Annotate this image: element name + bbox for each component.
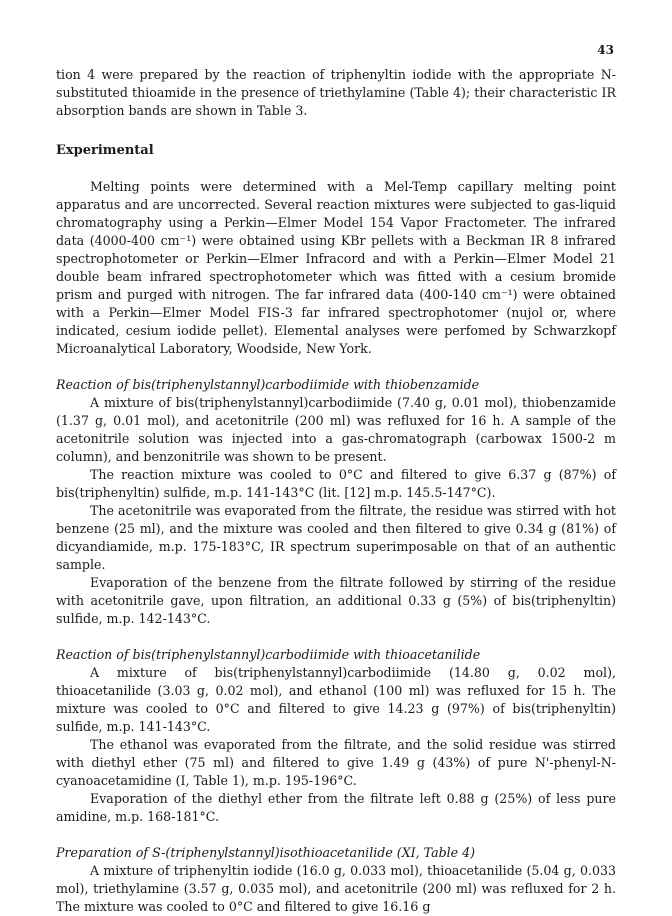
- section-title-preparation: Preparation of S-(triphenylstannyl)isothioacetanilide (XI, Table 4): [56, 845, 476, 860]
- paragraph: The reaction mixture was cooled to 0°C and filtered to give 6.37 g (87%) of bis(triphenyltin) sulfide, m.p. 141-143°C (lit. [12] m.p. 145.5-147°C).: [56, 467, 616, 500]
- section-title-thioacetanilide: Reaction of bis(triphenylstannyl)carbodiimide with thioacetanilide: [56, 647, 481, 662]
- paragraph: The acetonitrile was evaporated from the filtrate, the residue was stirred with hot benzene (25 ml), and the mixture was cooled and then filtered to give 0.34 g (81%) of dicyandiamide, m.p. 175-183°C, IR spectrum superimposable on that of an authentic sample.: [56, 503, 616, 572]
- experimental-heading: Experimental: [56, 143, 154, 158]
- paragraph: A mixture of bis(triphenylstannyl)carbodiimide (14.80 g, 0.02 mol), thioacetanilide (3.03 g, 0.02 mol), and ethanol (100 ml) was refluxed for 15 h. The mixture was cooled to 0°C and filtered to give 14.23 g (97%) of bis(triphenyltin) sulfide, m.p. 141-143°C.: [56, 665, 616, 734]
- intro-paragraph: tion 4 were prepared by the reaction of triphenyltin iodide with the appropriate N-substituted thioamide in the presence of triethylamine (Table 4); their characteristic IR absorption bands are shown in Table 3.: [56, 67, 616, 118]
- paragraph: Evaporation of the diethyl ether from the filtrate left 0.88 g (25%) of less pure amidine, m.p. 168-181°C.: [56, 791, 616, 824]
- paragraph: A mixture of bis(triphenylstannyl)carbodiimide (7.40 g, 0.01 mol), thiobenzamide (1.37 g, 0.01 mol), and acetonitrile (200 ml) was refluxed for 16 h. A sample of the acetonitrile solution was injected into a gas-chromatograph (carbowax 1500-2 m column), and benzonitrile was shown to be present.: [56, 395, 616, 464]
- page-body: [56, 66, 616, 916]
- experimental-paragraph: Melting points were determined with a Mel-Temp capillary melting point apparatus and are uncorrected. Several reaction mixtures were subjected to gas-liquid chromatography using a Perkin—Elmer Model 154 Vapor Fractometer. The infrared data (4000-400 cm⁻¹) were obtained using KBr pellets with a Beckman IR 8 infrared spectrophotometer or Perkin—Elmer Infracord and with a Perkin—Elmer Model 21 double beam infrared spectrophotometer which was fitted with a cesium bromide prism and purged with nitrogen. The far infrared data (400-140 cm⁻¹) were obtained with a Perkin—Elmer Model FIS-3 far infrared spectrophotomer (nujol or, where indicated, cesium iodide pellet). Elemental analyses were perfomed by Schwarzkopf Microanalytical Laboratory, Woodside, New York.: [56, 179, 616, 356]
- page-number: 43: [597, 43, 614, 57]
- paragraph: The ethanol was evaporated from the filtrate, and the solid residue was stirred with diethyl ether (75 ml) and filtered to give 1.49 g (43%) of pure N'-phenyl-N-cyanoacetamidine (I, Table 1), m.p. 195-196°C.: [56, 737, 616, 788]
- paragraph: A mixture of triphenyltin iodide (16.0 g, 0.033 mol), thioacetanilide (5.04 g, 0.033 mol), triethylamine (3.57 g, 0.035 mol), and acetonitrile (200 ml) was refluxed for 2 h. The mixture was cooled to 0°C and filtered to give 16.16 g: [56, 863, 616, 914]
- section-title-thiobenzamide: Reaction of bis(triphenylstannyl)carbodiimide with thiobenzamide: [56, 377, 480, 392]
- paragraph: Evaporation of the benzene from the filtrate followed by stirring of the residue with acetonitrile gave, upon filtration, an additional 0.33 g (5%) of bis(triphenyltin) sulfide, m.p. 142-143°C.: [56, 575, 616, 626]
